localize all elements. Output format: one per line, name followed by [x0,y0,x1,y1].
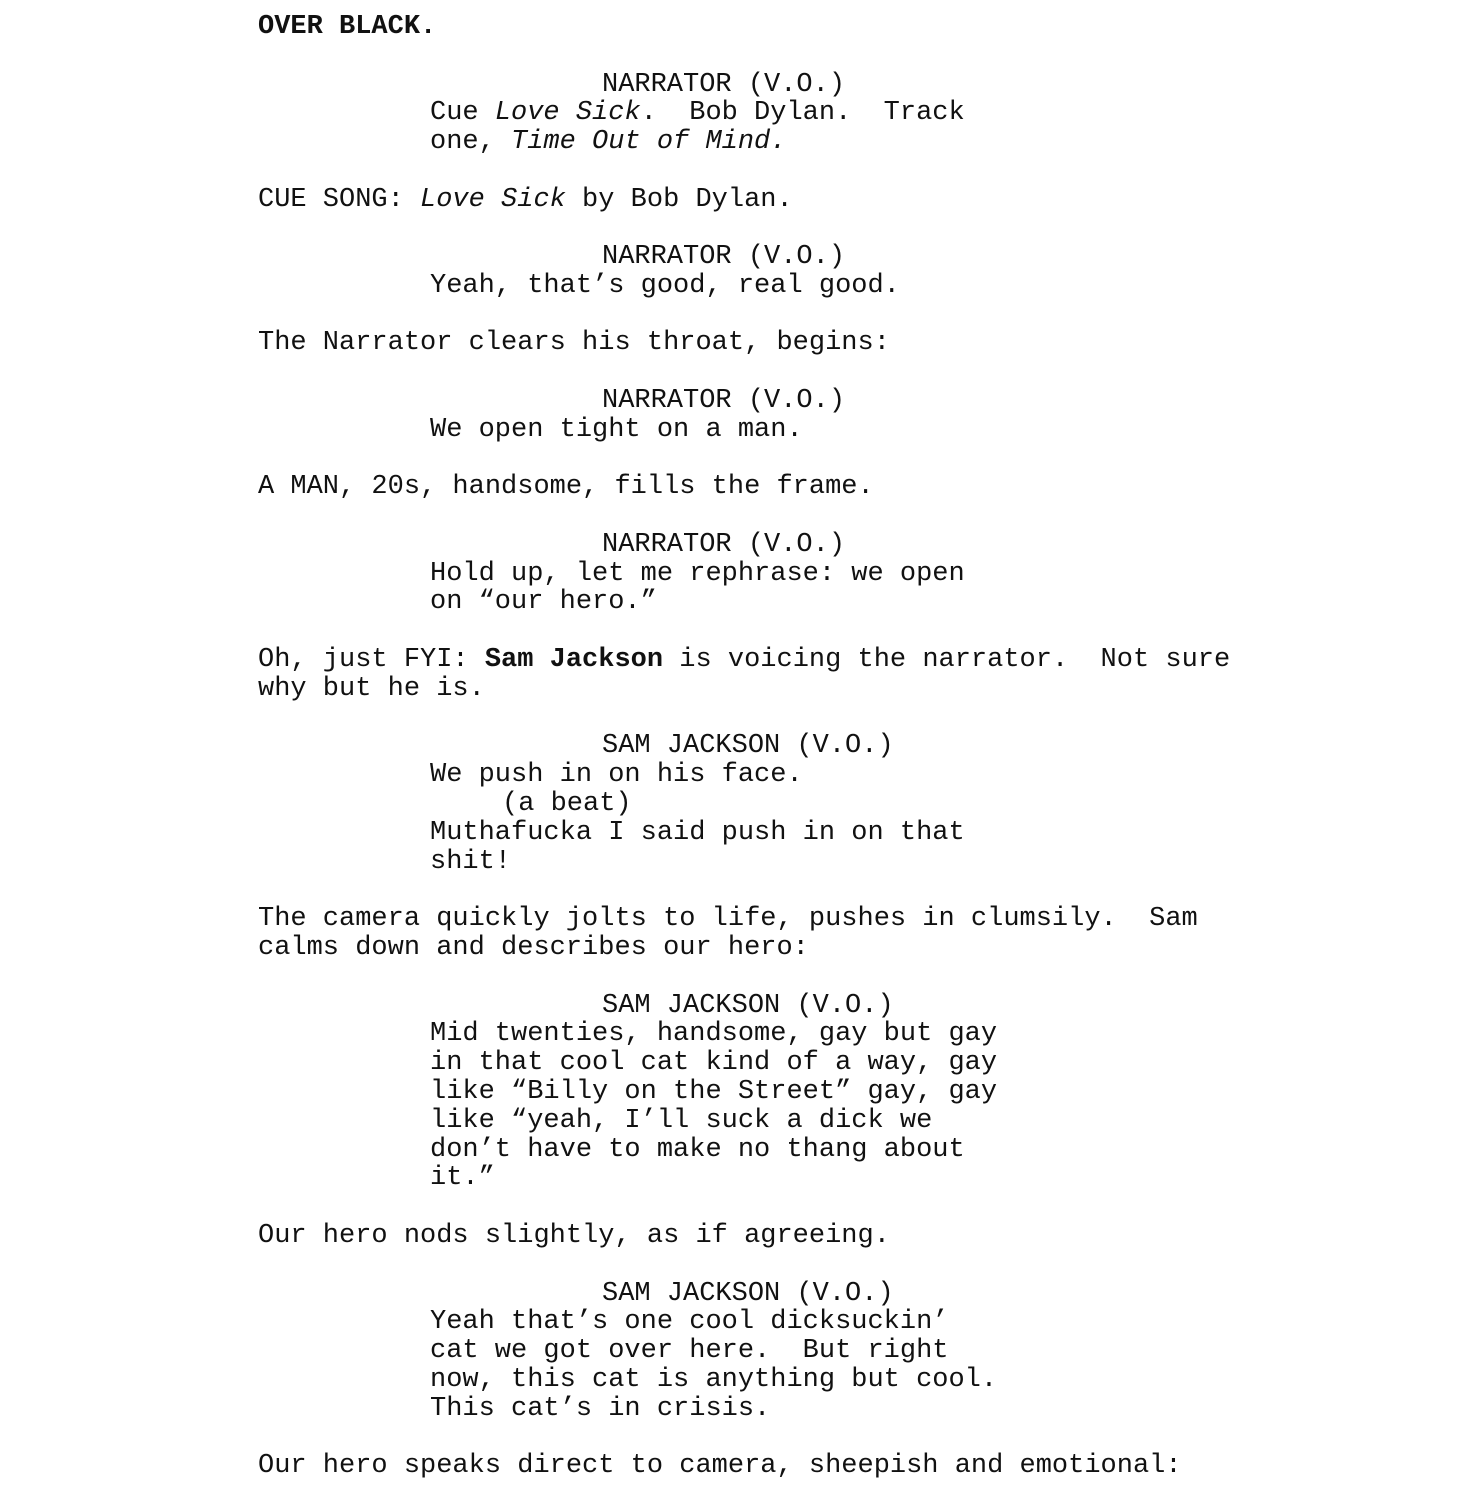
action-line: A MAN, 20s, handsome, fills the frame. [258,472,874,502]
album-title: Time Out of Mind. [511,127,787,157]
dialogue-line [430,128,786,157]
dialogue-line: cat we got over here. But right [430,1336,949,1366]
dialogue-line: Yeah that’s one cool dicksuckin’ [430,1307,949,1337]
action-line: Our hero nods slightly, as if agreeing. [258,1221,890,1251]
dialogue-line: like “Billy on the Street” gay, gay [430,1077,998,1107]
action-line: The Narrator clears his throat, begins: [258,328,890,358]
character-cue: NARRATOR (V.O.) [602,70,846,100]
action-line: calms down and describes our hero: [258,933,809,963]
dialogue-line: on “our hero.” [430,587,657,617]
parenthetical: (a beat) [502,789,632,819]
character-cue: SAM JACKSON (V.O.) [602,1279,894,1309]
character-cue: NARRATOR (V.O.) [602,242,846,272]
action-text: by Bob Dylan. [565,185,793,215]
dialogue-line: Mid twenties, handsome, gay but gay [430,1019,998,1049]
action-text: CUE SONG: [258,185,421,215]
character-cue: NARRATOR (V.O.) [602,530,846,560]
song-title: Love Sick [494,98,641,128]
dialogue-text: . Bob Dylan. Track [640,98,965,128]
dialogue-line: it.” [430,1163,495,1193]
dialogue-line [430,99,965,128]
dialogue-line: now, this cat is anything but cool. [430,1365,998,1395]
dialogue-line: Muthafucka I said push in on that [430,818,965,848]
dialogue-line: Hold up, let me rephrase: we open [430,559,965,589]
dialogue-line: shit! [430,847,512,877]
dialogue-line: don’t have to make no thang about [430,1135,965,1165]
actor-name: Sam Jackson [484,645,664,675]
action-line [258,186,793,215]
song-title: Love Sick [420,185,566,215]
action-text: Oh, just FYI: [258,645,485,675]
action-line: why but he is. [258,674,485,704]
character-cue: SAM JACKSON (V.O.) [602,731,894,761]
character-cue: SAM JACKSON (V.O.) [602,991,894,1021]
dialogue-line: We push in on his face. [430,760,803,790]
action-line: The camera quickly jolts to life, pushes in clumsily. Sam [258,904,1198,934]
scene-heading: OVER BLACK. [258,12,437,42]
dialogue-line: Yeah, that’s good, real good. [430,271,900,301]
action-text: is voicing the narrator. Not sure [663,645,1231,675]
dialogue-line: We open tight on a man. [430,415,803,445]
action-line [258,646,1230,675]
dialogue-line: This cat’s in crisis. [430,1394,771,1424]
dialogue-line: in that cool cat kind of a way, gay [430,1048,998,1078]
character-cue: NARRATOR (V.O.) [602,386,846,416]
action-line: Our hero speaks direct to camera, sheepish and emotional: [258,1451,1182,1481]
dialogue-text: Cue [430,98,495,128]
dialogue-text: one, [430,127,512,157]
dialogue-line: like “yeah, I’ll suck a dick we [430,1106,933,1136]
